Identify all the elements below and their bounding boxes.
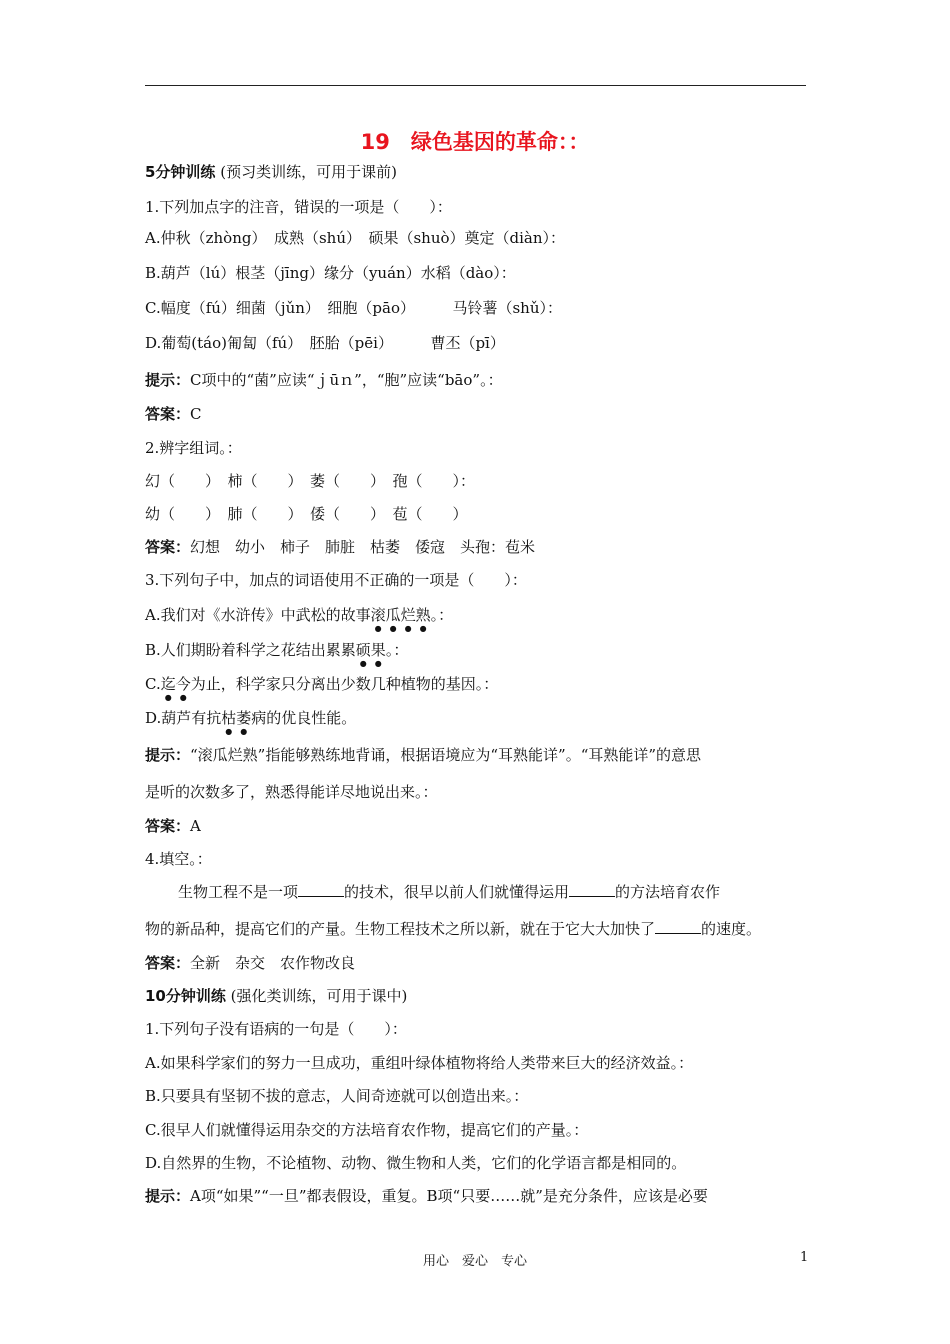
q3-stem: 3.下列句子中，加点的词语使用不正确的一项是（ ）：	[145, 571, 527, 589]
fill-blank	[298, 882, 344, 897]
header-rule	[145, 85, 806, 86]
q5-option-d: D.自然界的生物，不论植物、动物、微生物和人类，它们的化学语言都是相同的。	[145, 1154, 687, 1172]
q4-paragraph-line-2	[145, 919, 761, 939]
answer-label: 答案：	[145, 405, 191, 423]
hint-label: 提示：	[145, 746, 191, 764]
option-text: 。：	[430, 606, 454, 624]
answer-label: 答案：	[145, 538, 191, 556]
dotted-word: 滚瓜烂熟	[370, 606, 431, 624]
q1-stem: 1.下列加点字的注音，错误的一项是（ ）：	[145, 198, 452, 216]
q4-paragraph-line-1	[178, 882, 720, 902]
q5-stem: 1.下列句子没有语病的一句是（ ）：	[145, 1020, 407, 1038]
hint-label: 提示：	[145, 371, 191, 389]
hint-text: C项中的“菌”应读“ｊūｎ”，“胞”应读“bāo”。：	[190, 371, 503, 389]
fill-blank	[569, 882, 615, 897]
option-text: B.人们期盼着科学之花结出累累	[145, 641, 356, 659]
answer-text: 幻想 幼小 柿子 肺脏 枯萎 倭寇 头孢：苞米	[190, 538, 536, 556]
q1-option-a: A.仲秋（zhòng） 成熟（shú） 硕果（shuò）奠定（diàn）：	[145, 229, 566, 247]
footer-motto: 用心 爱心 专心	[422, 1254, 527, 1269]
section-heading-5min	[145, 162, 397, 182]
fill-text: 的速度。	[701, 920, 762, 938]
answer-text: 全新 杂交 农作物改良	[190, 954, 356, 972]
dotted-word: 硕果	[355, 641, 386, 659]
fill-blank	[655, 919, 701, 934]
dotted-word: 迄今	[160, 675, 191, 693]
q1-option-c: C.幅度（fú）细菌（jǔn） 细胞（pāo） 马铃薯（shǔ）：	[145, 299, 562, 317]
q3-option-a	[145, 605, 453, 633]
section-label: 5分钟训练	[145, 163, 216, 181]
hint-label: 提示：	[145, 1187, 191, 1205]
section-note: (预习类训练，可用于课前)	[220, 163, 397, 181]
section-heading-10min	[145, 986, 407, 1006]
section-note: (强化类训练，可用于课中)	[230, 987, 408, 1005]
q3-hint-line-1	[145, 745, 701, 765]
fill-text: 物的新品种，提高它们的产量。生物工程技术之所以新，就在于它大大加快了	[145, 920, 656, 938]
answer-text: C	[190, 405, 202, 423]
q4-answer	[145, 953, 355, 973]
section-label: 10分钟训练	[145, 987, 226, 1005]
q1-option-d: D.葡萄(táo)匍匐（fú） 胚胎（pēi） 曹丕（pī）	[145, 334, 505, 352]
fill-text: 的方法培育农作	[615, 883, 721, 901]
option-text: 为止，科学家只分离出少数几种植物的基因。：	[190, 675, 499, 693]
q3-answer	[145, 816, 201, 836]
option-text: 。：	[385, 641, 409, 659]
q1-answer	[145, 404, 202, 424]
fill-text: 生物工程不是一项	[178, 883, 299, 901]
q1-option-b: B.葫芦（lú）根茎（jīng）缘分（yuán）水稻（dào）：	[145, 264, 516, 282]
page-number: 1	[800, 1250, 809, 1265]
fill-text: 的技术，很早以前人们就懂得运用	[344, 883, 570, 901]
option-text: A.我们对《水浒传》中武松的故事	[145, 606, 371, 624]
q2-row-2: 幼（ ） 肺（ ） 倭（ ） 苞（ ）	[145, 505, 468, 523]
q2-row-1: 幻（ ） 柿（ ） 萎（ ） 孢（ ）：	[145, 472, 476, 490]
q3-option-c	[145, 674, 498, 702]
option-text: D.葫芦有抗	[145, 709, 222, 727]
q3-hint-line-2: 是听的次数多了，熟悉得能详尽地说出来。：	[145, 783, 438, 801]
q5-option-c: C.很早人们就懂得运用杂交的方法培育农作物，提高它们的产量。：	[145, 1121, 589, 1139]
hint-text: “滚瓜烂熟”指能够熟练地背诵，根据语境应为“耳熟能详”。“耳熟能详”的意思	[190, 746, 702, 764]
q5-hint	[145, 1186, 708, 1206]
option-text: 病的优良性能。	[251, 709, 357, 727]
q1-hint	[145, 370, 503, 390]
option-text: C.	[145, 675, 161, 693]
answer-label: 答案：	[145, 954, 191, 972]
answer-label: 答案：	[145, 817, 191, 835]
q5-option-a: A.如果科学家们的努力一旦成功，重组叶绿体植物将给人类带来巨大的经济效益。：	[145, 1054, 694, 1072]
q2-answer	[145, 537, 535, 557]
page-title: 19 绿色基因的革命：：	[360, 130, 590, 154]
q3-option-d	[145, 708, 356, 736]
answer-text: A	[190, 817, 201, 835]
hint-text: A项“如果”“一旦”都表假设，重复。B项“只要……就”是充分条件，应该是必要	[190, 1187, 708, 1205]
q3-option-b	[145, 640, 408, 668]
q2-stem: 2.辨字组词。：	[145, 439, 242, 457]
q4-stem: 4.填空。：	[145, 850, 212, 868]
dotted-word: 枯萎	[221, 709, 252, 727]
q5-option-b: B.只要具有坚韧不拔的意志，人间奇迹就可以创造出来。：	[145, 1087, 529, 1105]
